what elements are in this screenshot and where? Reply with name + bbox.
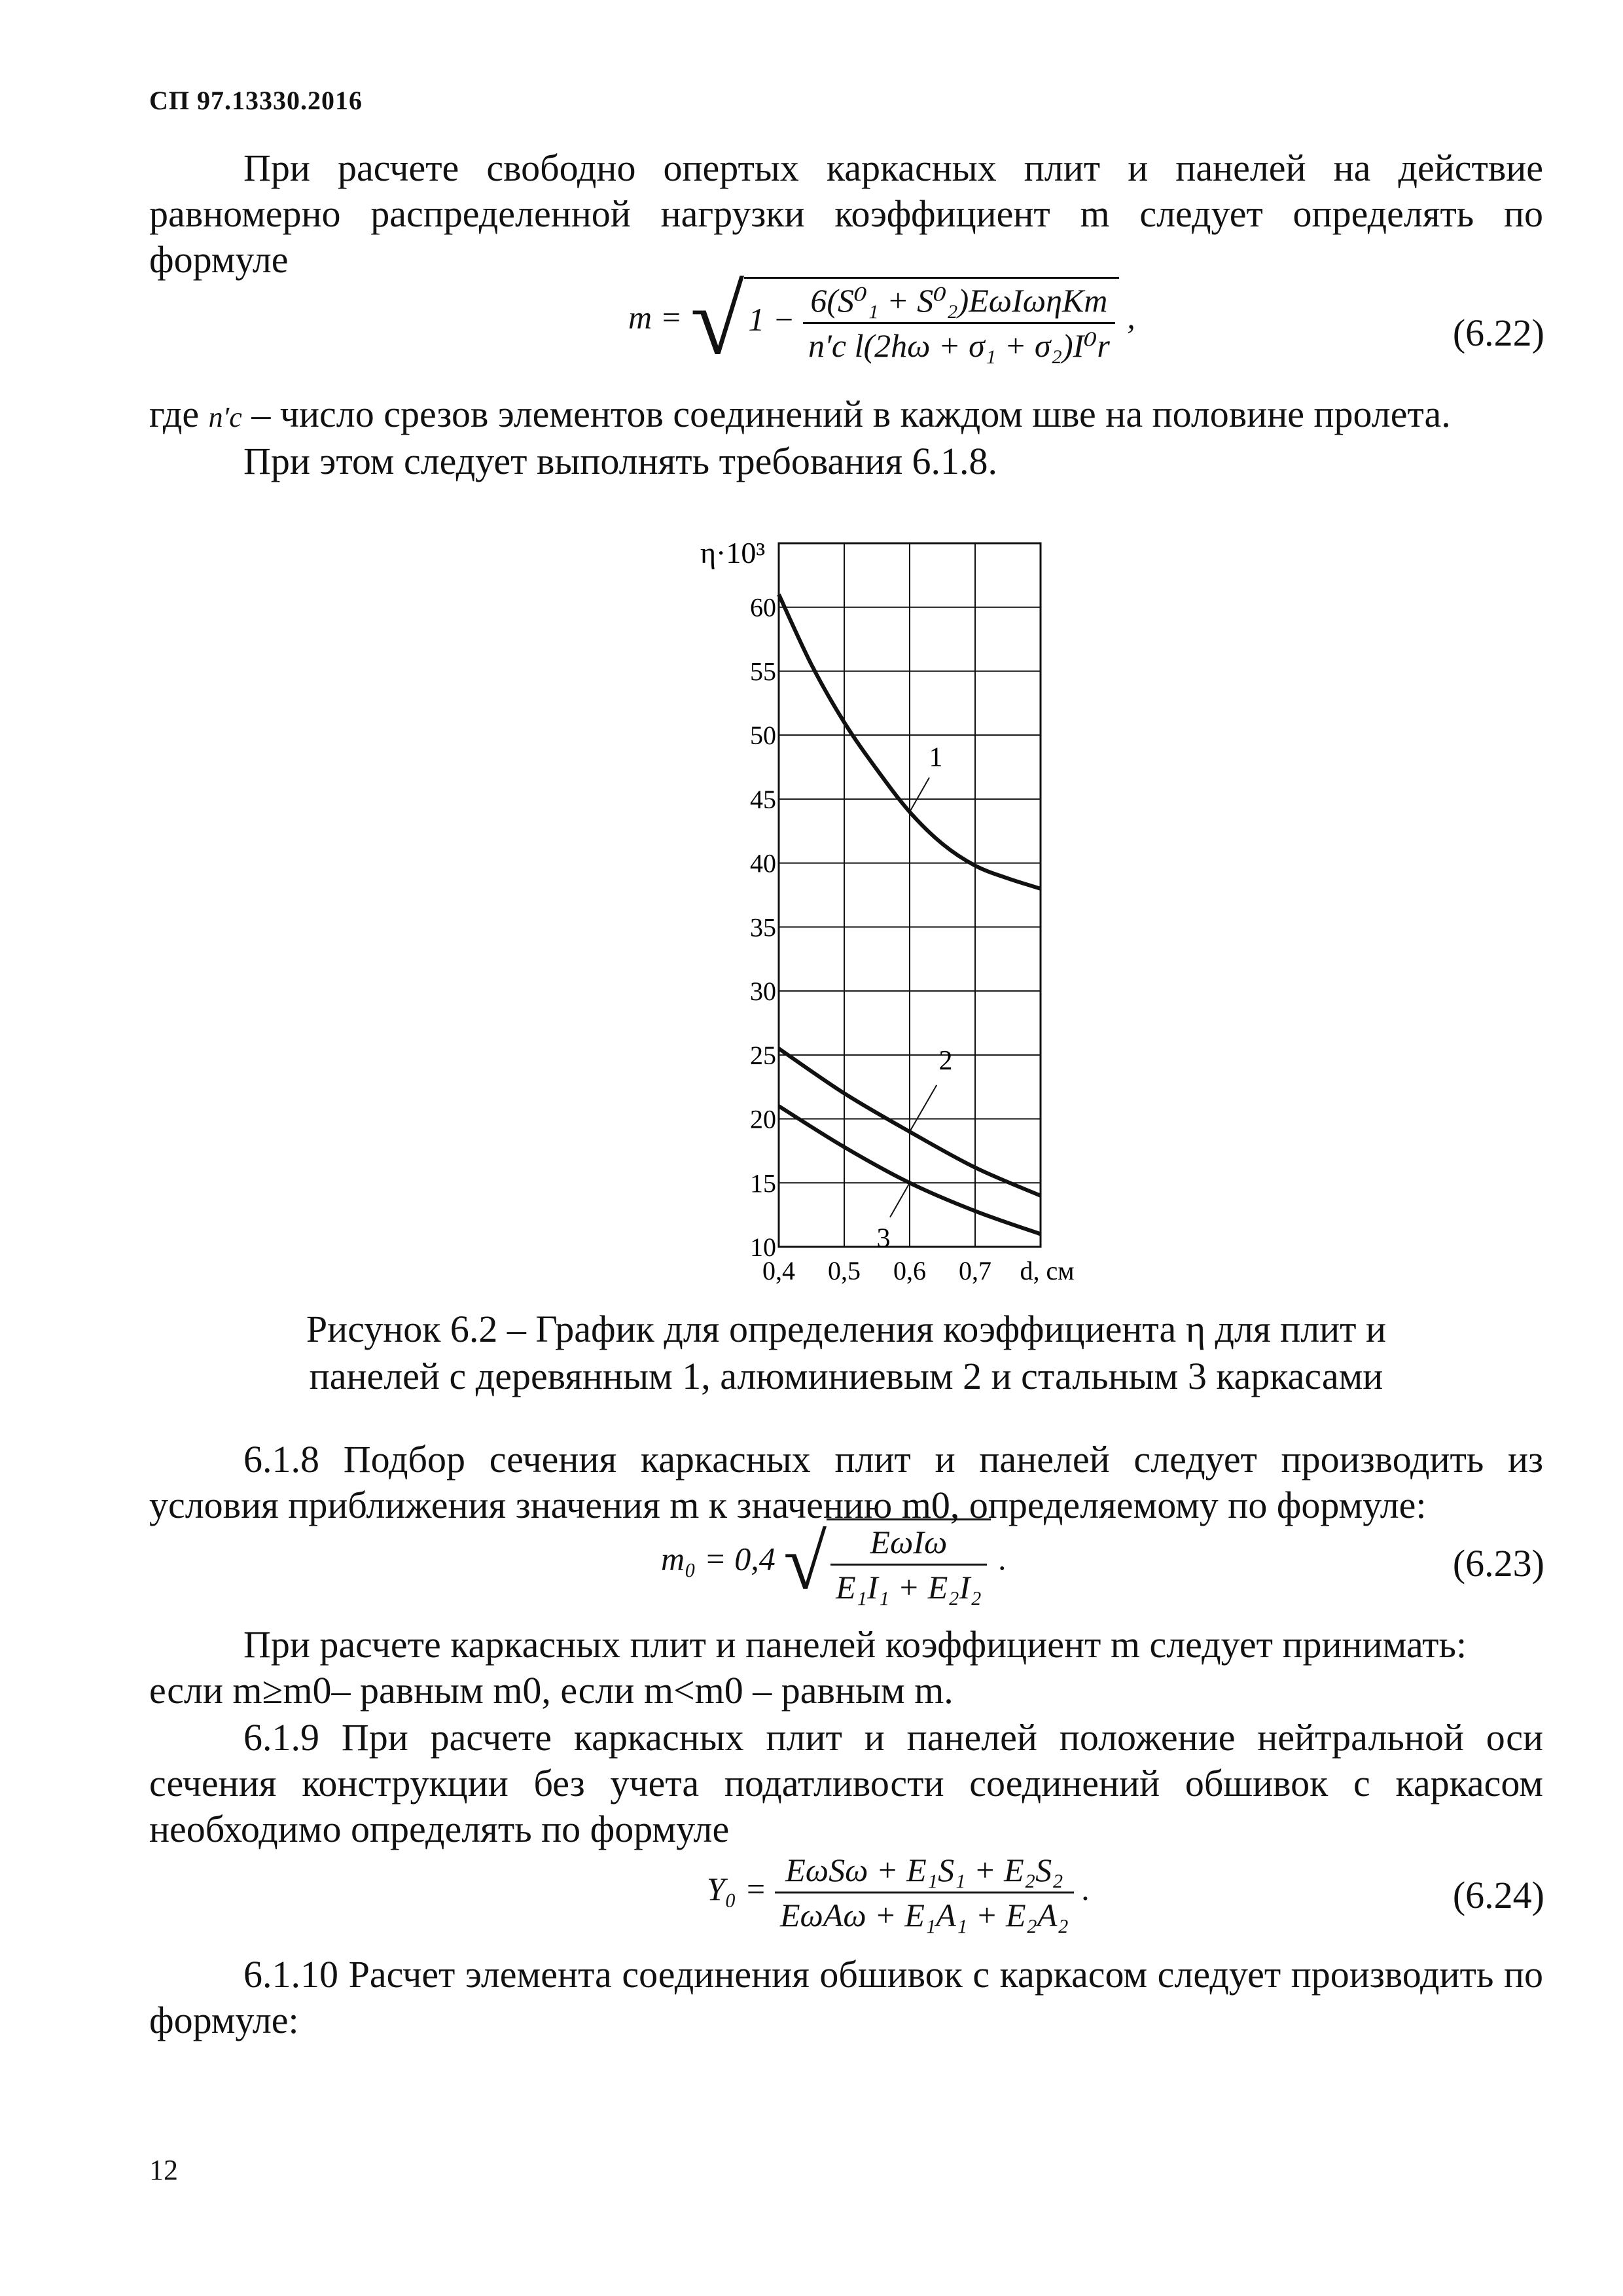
series-label-1: 1: [929, 742, 943, 773]
formula-6-24: [707, 1851, 1090, 1934]
where-prefix: где: [149, 393, 200, 435]
figure-caption-line-1: Рисунок 6.2 – График для определения коэффициента η для плит и: [306, 1308, 1387, 1350]
y-tick-label: 20: [750, 1104, 776, 1134]
formula-6-23-numerator: EωIω: [830, 1523, 987, 1566]
formula-6-23-suffix: .: [999, 1540, 1007, 1577]
y-tick-label: 10: [750, 1232, 776, 1262]
annotation-leader-3: [890, 1183, 910, 1217]
formula-6-22-denominator: n′c l(2hω + σ₁ + σ₂)I⁰r: [808, 327, 1110, 364]
y-tick-label: 35: [750, 912, 776, 942]
formula-6-24-numerator: EωSω + E₁S₁ + E₂S₂: [775, 1851, 1074, 1893]
formula-6-22-numerator: 6(S⁰₁ + S⁰₂)EωIωηKm: [803, 281, 1115, 324]
radical-sign: √: [690, 266, 745, 375]
formula-6-22-suffix: ,: [1127, 298, 1135, 336]
x-tick-label: 0,6: [893, 1256, 926, 1285]
formula-6-22-radicand-prefix: 1 −: [748, 300, 795, 338]
y-tick-label: 40: [750, 848, 776, 878]
y-tick-label: 55: [750, 656, 776, 687]
figure-caption: [149, 1306, 1543, 1400]
document-header: СП 97.13330.2016: [149, 86, 363, 115]
x-tick-label: 0,7: [959, 1256, 991, 1285]
annotation-leader-2: [910, 1085, 936, 1132]
formula-6-23: [661, 1518, 1007, 1606]
eta-chart: [654, 517, 1113, 1302]
formula-6-22-radicand: [744, 277, 1119, 365]
paragraph-accept-line-2: если m≥m0– равным m0, если m<m0 – равным m.: [149, 1669, 954, 1712]
equation-number-6-22: (6.22): [1452, 312, 1544, 354]
formula-6-24-fraction: [775, 1851, 1074, 1934]
y-tick-label: 50: [750, 721, 776, 751]
paragraph-6-1-9: 6.1.9 При расчете каркасных плит и панелей положение нейтральной оси сечения конструкции без учета податливости соединений обшивок с каркасом необходимо определять по формуле: [149, 1716, 1543, 1850]
paragraph-where: [149, 391, 1543, 440]
figure-caption-line-2: панелей с деревянным 1, алюминиевым 2 и стальным 3 каркасами: [309, 1355, 1383, 1397]
series-label-3: 3: [876, 1223, 891, 1254]
x-tick-label: 0,5: [828, 1256, 861, 1285]
y-tick-label: 45: [750, 784, 776, 814]
formula-6-22: [628, 266, 1135, 375]
y-tick-label: 30: [750, 977, 776, 1007]
formula-6-23-fraction: [830, 1523, 987, 1606]
annotation-leader-1: [910, 778, 929, 812]
x-axis-label: d, см: [1020, 1256, 1075, 1285]
where-variable: n′c: [208, 401, 242, 433]
series-label-2: 2: [938, 1046, 953, 1077]
page-number: 12: [149, 2154, 178, 2186]
formula-6-24-denominator: EωAω + E₁A₁ + E₂A₂: [779, 1897, 1069, 1933]
y-tick-label: 25: [750, 1040, 776, 1070]
formula-6-22-fraction: [803, 281, 1115, 365]
x-tick-label: 0,4: [762, 1256, 795, 1285]
formula-6-23-denominator: E₁I₁ + E₂I₂: [836, 1569, 982, 1605]
radical-sign: √: [783, 1518, 827, 1605]
y-tick-label: 60: [750, 592, 776, 622]
formula-6-24-suffix: .: [1082, 1870, 1090, 1907]
formula-6-24-lhs: Y₀ =: [707, 1870, 767, 1907]
paragraph-requirements: При этом следует выполнять требования 6.1.8.: [243, 440, 998, 482]
formula-6-23-lhs: m₀ = 0,4: [661, 1540, 776, 1577]
paragraph-6-1-8: 6.1.8 Подбор сечения каркасных плит и панелей следует производить из условия приближения значения m к значению m0, определяемому по формуле:: [149, 1438, 1543, 1526]
equation-number-6-23: (6.23): [1452, 1542, 1544, 1585]
y-tick-label: 15: [750, 1168, 776, 1198]
paragraph-intro: При расчете свободно опертых каркасных плит и панелей на действие равномерно распределенной нагрузки коэффициент m следует определять по формуле: [149, 147, 1543, 281]
paragraph-6-1-10: 6.1.10 Расчет элемента соединения обшивок с каркасом следует производить по формуле:: [149, 1953, 1543, 2041]
equation-number-6-24: (6.24): [1452, 1874, 1544, 1916]
where-text: – число срезов элементов соединений в каждом шве на половине пролета.: [251, 393, 1451, 435]
paragraph-accept-line-1: При расчете каркасных плит и панелей коэффициент m следует принимать:: [243, 1623, 1467, 1666]
formula-6-23-radicand: [827, 1518, 991, 1606]
formula-6-22-lhs: m =: [628, 298, 683, 336]
y-axis-label: η·10³: [700, 536, 766, 569]
